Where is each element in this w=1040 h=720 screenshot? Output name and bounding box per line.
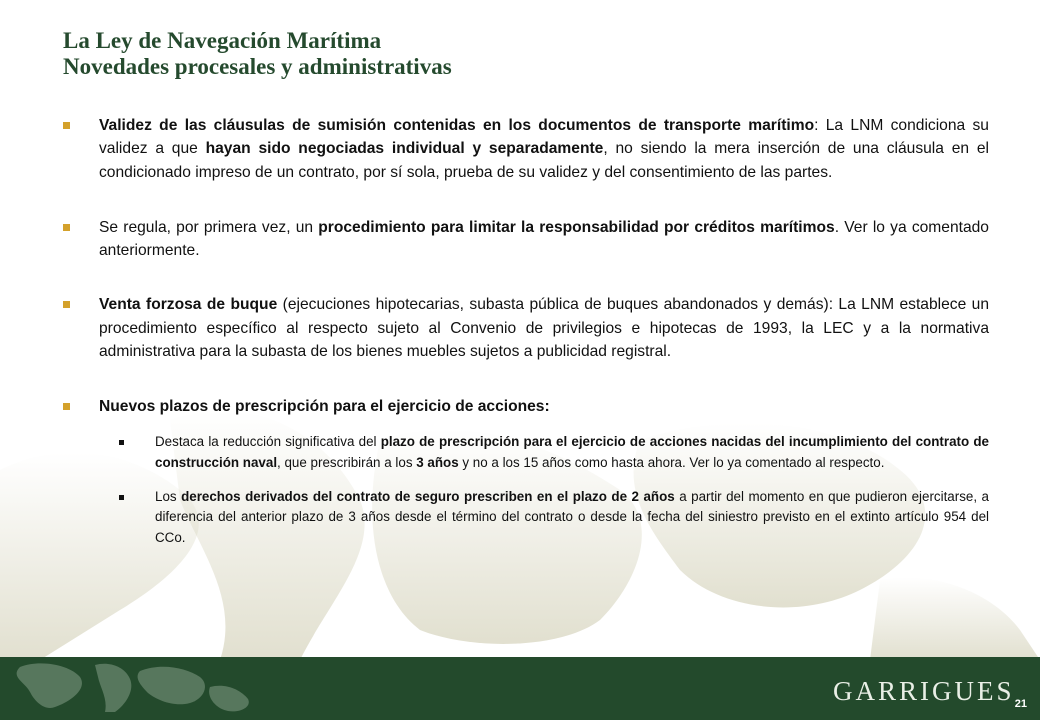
bullet-marker <box>63 301 70 308</box>
text: . Ver lo ya comentado anteriormente. <box>99 218 989 260</box>
bullet-marker <box>63 122 70 129</box>
text: a partir del momento en que pudieron ejercitarse, a diferencia del anterior plazo de 3 años desde el término del contrato o desde la fecha del siniestro previsto en el extinto artículo 954 del CCo. <box>155 488 990 545</box>
text: Se regula, por primera vez, un <box>99 218 319 236</box>
bold-text: derechos derivados del contrato de seguro prescriben en el plazo de 2 años <box>181 488 675 504</box>
page-number: 21 <box>1014 698 1027 710</box>
footer-bar <box>0 657 1040 720</box>
sub-bullet-marker <box>119 495 124 500</box>
bullet-clausulas-sumision <box>63 114 989 184</box>
world-map-icon <box>0 657 260 720</box>
bold-text: 3 años <box>416 454 459 470</box>
text: (ejecuciones hipotecarias, subasta pública de buques abandonados y demás): La LNM establece un procedimiento específico al respecto sujeto al Convenio de privilegios e hipotecas de 1993, la LEC y a la normativa administrativa para la subasta de los bienes muebles sujetos a publicidad registral. <box>99 296 989 361</box>
bold-text: Validez de las cláusulas de sumisión contenidas en los documentos de transporte marítimo <box>99 117 815 134</box>
text: , no siendo la mera inserción de una cláusula en el condicionado impreso de un contrato, por sí sola, prueba de su validez y del consentimiento de las partes. <box>99 140 989 181</box>
bold-text: Venta forzosa de buque <box>99 296 278 314</box>
bold-text: procedimiento para limitar la responsabilidad por créditos marítimos <box>318 218 835 236</box>
text: , que prescribirán a los <box>277 454 417 470</box>
text: Los <box>155 488 182 504</box>
title-line-1: La Ley de Navegación Marítima <box>63 28 382 53</box>
text: y no a los 15 años como hasta ahora. Ver lo ya comentado al respecto. <box>458 454 885 470</box>
sub-bullet-construccion-naval <box>155 432 989 473</box>
slide-title <box>63 28 452 80</box>
bold-text: Nuevos plazos de prescripción para el ejercicio de acciones: <box>99 398 550 416</box>
bullet-marker <box>63 224 70 231</box>
text: Destaca la reducción significativa del <box>155 434 381 450</box>
text: : La LNM condiciona su validez a que <box>99 117 989 158</box>
bullet-venta-forzosa <box>63 293 989 363</box>
bullet-plazos-prescripcion <box>63 395 989 418</box>
bold-text: plazo de prescripción para el ejercicio de acciones nacidas del incumplimiento del contrato de construcción naval <box>155 434 989 470</box>
bold-text: hayan sido negociadas individual y separadamente <box>205 140 604 158</box>
slide-content <box>63 114 989 559</box>
bullet-marker <box>63 403 70 410</box>
sub-bullet-contrato-seguro <box>155 487 989 549</box>
title-line-2: Novedades procesales y administrativas <box>63 54 452 79</box>
garrigues-logo: GARRIGUES <box>833 676 1015 706</box>
sub-bullet-marker <box>119 440 124 445</box>
bullet-procedimiento-limitar <box>63 216 989 263</box>
